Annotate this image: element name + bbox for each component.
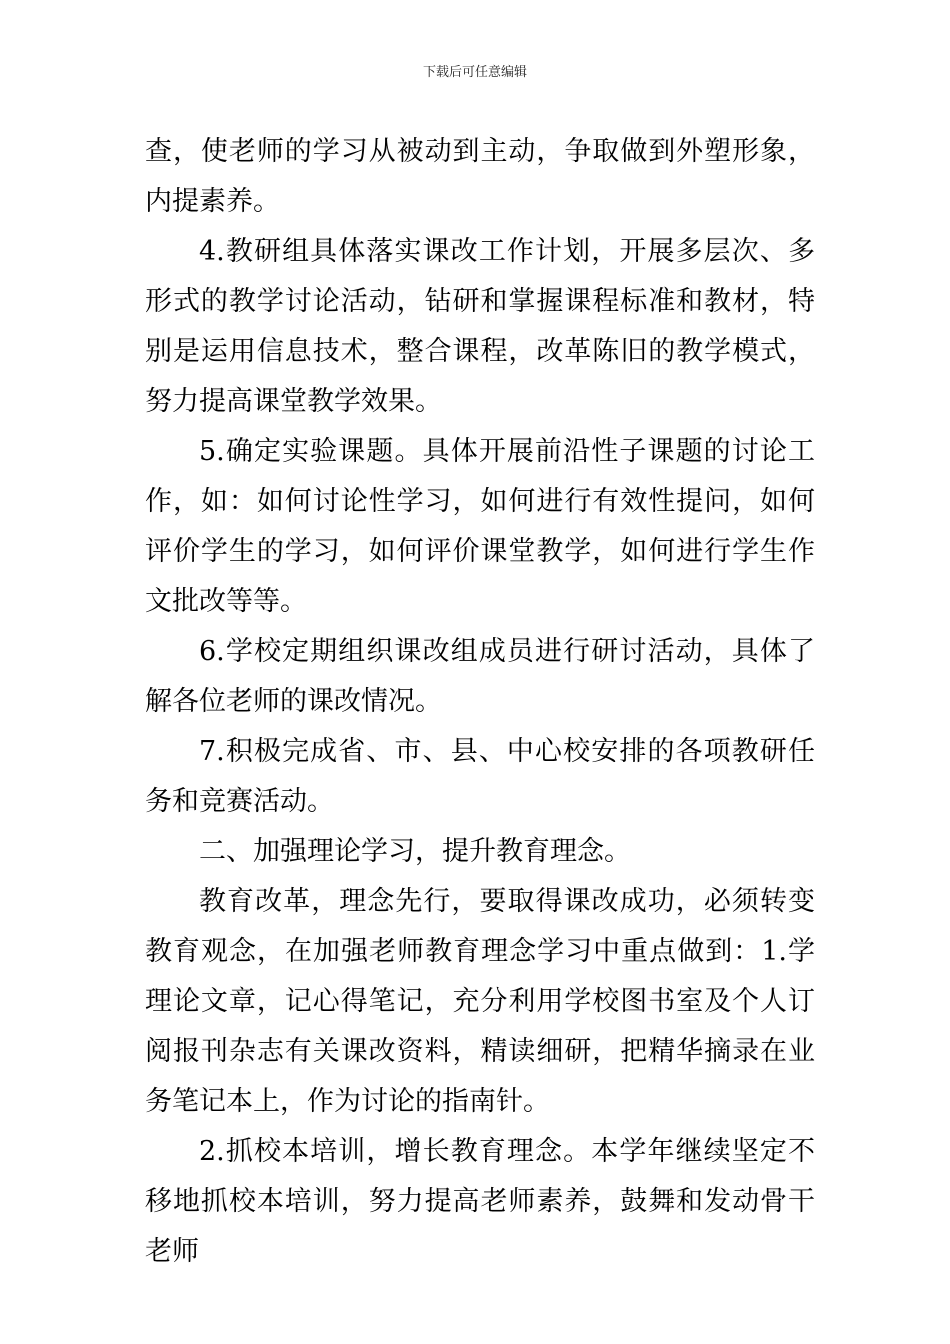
paragraph-item-4: 4.教研组具体落实课改工作计划，开展多层次、多形式的教学讨论活动，钻研和掌握课程标准和教材，特别是运用信息技术，整合课程，改革陈旧的教学模式，努力提高课堂教学效果。 — [145, 236, 815, 417]
paragraph-item-7: 7.积极完成省、市、县、中心校安排的各项教研任务和竞赛活动。 — [145, 736, 815, 817]
page-header: 下载后可任意编辑 — [422, 65, 527, 80]
document-body — [145, 127, 815, 1277]
paragraph-item-5: 5.确定实验课题。具体开展前沿性子课题的讨论工作，如：如何讨论性学习，如何进行有效性提问，如何评价学生的学习，如何评价课堂教学，如何进行学生作文批改等等。 — [145, 436, 815, 617]
paragraph-theory-study: 教育改革，理念先行，要取得课改成功，必须转变教育观念，在加强老师教育理念学习中重点做到：1.学理论文章，记心得笔记，充分利用学校图书室及个人订阅报刊杂志有关课改资料，精读细研，把精华摘录在业务笔记本上，作为讨论的指南针。 — [145, 886, 815, 1117]
paragraph-school-training: 2.抓校本培训，增长教育理念。本学年继续坚定不移地抓校本培训，努力提高老师素养，鼓舞和发动骨干老师 — [145, 1136, 815, 1267]
paragraph-item-6: 6.学校定期组织课改组成员进行研讨活动，具体了解各位老师的课改情况。 — [145, 636, 815, 717]
paragraph-continued: 查，使老师的学习从被动到主动，争取做到外塑形象，内提素养。 — [145, 136, 815, 217]
section-heading-2: 二、加强理论学习，提升教育理念。 — [199, 836, 631, 867]
